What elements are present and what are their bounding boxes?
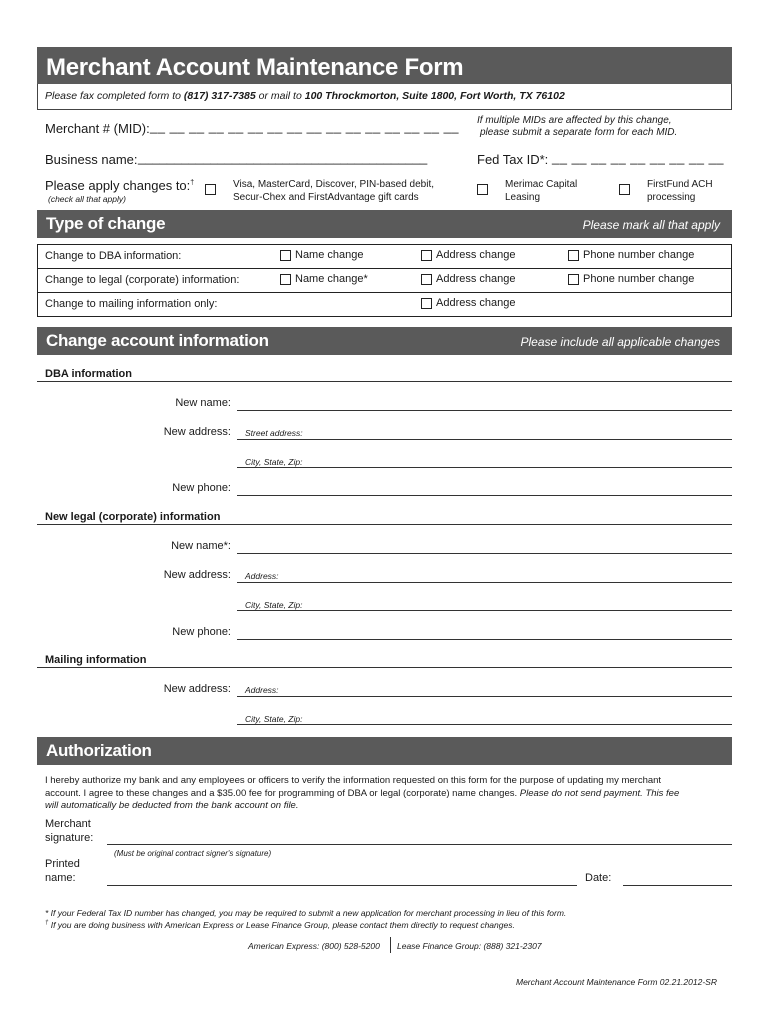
- apply-changes-text: Please apply changes to:: [45, 178, 191, 193]
- apply-changes-label: [45, 178, 194, 193]
- dba-new-address-label: New address:: [163, 426, 231, 438]
- authorization-text-1: I hereby authorize my bank and any employees or officers to verify the information requested on this form for the purpose of updating my merchant: [45, 775, 662, 786]
- merimac-label-2: Leasing: [505, 192, 541, 203]
- dba-info-heading: DBA information: [45, 368, 132, 380]
- mail-address: 100 Throckmorton, Suite 1800, Fort Worth, TX 76102: [304, 90, 565, 102]
- change-account-note: Please include all applicable changes: [520, 335, 720, 349]
- footnote-star: * If your Federal Tax ID number has changed, you may be required to submit a new application for merchant processing in lieu of this form.: [45, 908, 567, 918]
- section-divider: [37, 524, 732, 525]
- printed-name-input[interactable]: [107, 885, 577, 886]
- dba-name-change-label: Name change: [295, 249, 364, 261]
- fed-tax-id-label: Fed Tax ID*:: [477, 152, 549, 167]
- legal-phone-change-checkbox[interactable]: [568, 274, 579, 285]
- fax-instructions: [45, 90, 565, 102]
- legal-new-phone-input[interactable]: [237, 639, 732, 640]
- merimac-label-1: Merimac Capital: [505, 179, 578, 190]
- legal-change-label: Change to legal (corporate) information:: [45, 274, 240, 286]
- contact-divider: [390, 937, 391, 953]
- legal-new-name-input[interactable]: [237, 553, 732, 554]
- type-of-change-title: Type of change: [46, 214, 166, 233]
- dba-new-name-label: New name:: [175, 397, 231, 409]
- dba-new-phone-input[interactable]: [237, 495, 732, 496]
- signature-label-1: Merchant: [45, 818, 91, 830]
- mailing-info-heading: Mailing information: [45, 654, 147, 666]
- multi-mid-note-1: If multiple MIDs are affected by this change,: [477, 115, 672, 126]
- date-label: Date:: [585, 872, 612, 884]
- authorization-text-2a: account. I agree to these changes and a $35.00 fee for programming of DBA or legal (corporate) name changes.: [45, 788, 518, 799]
- legal-info-heading: New legal (corporate) information: [45, 511, 221, 523]
- mailing-city-label: City, State, Zip:: [245, 714, 303, 724]
- visa-mc-label-2: Secur-Chex and FirstAdvantage gift cards: [233, 192, 419, 203]
- dagger-mark: †: [190, 179, 195, 187]
- dba-phone-change-label: Phone number change: [583, 249, 695, 261]
- lfg-contact: Lease Finance Group: (888) 321-2307: [397, 941, 542, 951]
- form-id: Merchant Account Maintenance Form 02.21.2012-SR: [516, 977, 717, 987]
- mailing-new-address-label: New address:: [163, 683, 231, 695]
- row-divider: [37, 316, 732, 317]
- legal-new-name-label: New name*:: [171, 540, 231, 552]
- dba-address-change-checkbox[interactable]: [421, 250, 432, 261]
- authorization-title: Authorization: [46, 741, 152, 760]
- dba-city-input[interactable]: [237, 467, 732, 468]
- printed-name-label-1: Printed: [45, 858, 80, 870]
- legal-new-address-label: New address:: [163, 569, 231, 581]
- business-name-input[interactable]: ________________________________________: [138, 150, 428, 165]
- fax-mid: or mail to: [255, 90, 305, 102]
- form-header-bar: [37, 47, 732, 84]
- merimac-checkbox[interactable]: [477, 184, 488, 195]
- dba-phone-change-checkbox[interactable]: [568, 250, 579, 261]
- mailing-address-label: Address:: [245, 685, 279, 695]
- change-account-bar: [37, 327, 732, 355]
- mid-input[interactable]: __ __ __ __ __ __ __ __ __ __ __ __ __ __ __ __: [150, 119, 460, 134]
- change-account-title: Change account information: [46, 331, 269, 350]
- footnote-dagger-mark: †: [45, 920, 49, 927]
- footnote-dagger-text: If you are doing business with American Express or Lease Finance Group, please contact them directly to request changes.: [48, 920, 515, 930]
- section-divider: [37, 667, 732, 668]
- mid-label: Merchant # (MID):: [45, 121, 150, 136]
- dba-city-label: City, State, Zip:: [245, 457, 303, 467]
- legal-new-phone-label: New phone:: [172, 626, 231, 638]
- section-divider: [37, 381, 732, 382]
- authorization-text-3: will automatically be deducted from the bank account on file.: [45, 800, 299, 811]
- footnote-dagger: [45, 920, 515, 930]
- legal-name-change-checkbox[interactable]: [280, 274, 291, 285]
- type-of-change-bar: [37, 210, 732, 238]
- dba-street-input[interactable]: [237, 439, 732, 440]
- firstfund-label-1: FirstFund ACH: [647, 179, 713, 190]
- firstfund-checkbox[interactable]: [619, 184, 630, 195]
- signature-input[interactable]: [107, 844, 732, 845]
- multi-mid-note-2: please submit a separate form for each MID.: [480, 127, 678, 138]
- authorization-text-2: [45, 788, 679, 799]
- legal-address-change-label: Address change: [436, 273, 516, 285]
- dba-new-name-input[interactable]: [237, 410, 732, 411]
- legal-address-input[interactable]: [237, 582, 732, 583]
- mailing-change-label: Change to mailing information only:: [45, 298, 218, 310]
- signature-note: (Must be original contract signer's signature): [114, 849, 272, 858]
- legal-phone-change-label: Phone number change: [583, 273, 695, 285]
- signature-label-2: signature:: [45, 832, 94, 844]
- legal-address-change-checkbox[interactable]: [421, 274, 432, 285]
- visa-mc-label-1: Visa, MasterCard, Discover, PIN-based debit,: [233, 179, 435, 190]
- dba-name-change-checkbox[interactable]: [280, 250, 291, 261]
- legal-city-label: City, State, Zip:: [245, 600, 303, 610]
- legal-name-change-label: Name change*: [295, 273, 368, 285]
- printed-name-label-2: name:: [45, 872, 76, 884]
- dba-change-label: Change to DBA information:: [45, 250, 182, 262]
- firstfund-label-2: processing: [647, 192, 696, 203]
- type-of-change-note: Please mark all that apply: [582, 218, 720, 232]
- form-title: Merchant Account Maintenance Form: [46, 54, 464, 81]
- fed-tax-id-input[interactable]: __ __ __ __ __ __ __ __ __: [552, 150, 725, 165]
- fax-prefix: Please fax completed form to: [45, 90, 184, 102]
- dba-street-label: Street address:: [245, 428, 303, 438]
- legal-city-input[interactable]: [237, 610, 732, 611]
- dba-new-phone-label: New phone:: [172, 482, 231, 494]
- authorization-bar: [37, 737, 732, 765]
- dba-address-change-label: Address change: [436, 249, 516, 261]
- authorization-text-2b: Please do not send payment. This fee: [517, 788, 680, 799]
- business-name-label: Business name:: [45, 152, 138, 167]
- date-input[interactable]: [623, 885, 732, 886]
- mailing-address-change-label: Address change: [436, 297, 516, 309]
- apply-changes-sub: (check all that apply): [48, 194, 126, 204]
- legal-address-label: Address:: [245, 571, 279, 581]
- fax-number: (817) 317-7385: [183, 90, 256, 102]
- visa-mc-checkbox[interactable]: [205, 184, 216, 195]
- mailing-city-input[interactable]: [237, 724, 732, 725]
- mailing-address-change-checkbox[interactable]: [421, 298, 432, 309]
- mailing-address-input[interactable]: [237, 696, 732, 697]
- amex-contact: American Express: (800) 528-5200: [248, 941, 380, 951]
